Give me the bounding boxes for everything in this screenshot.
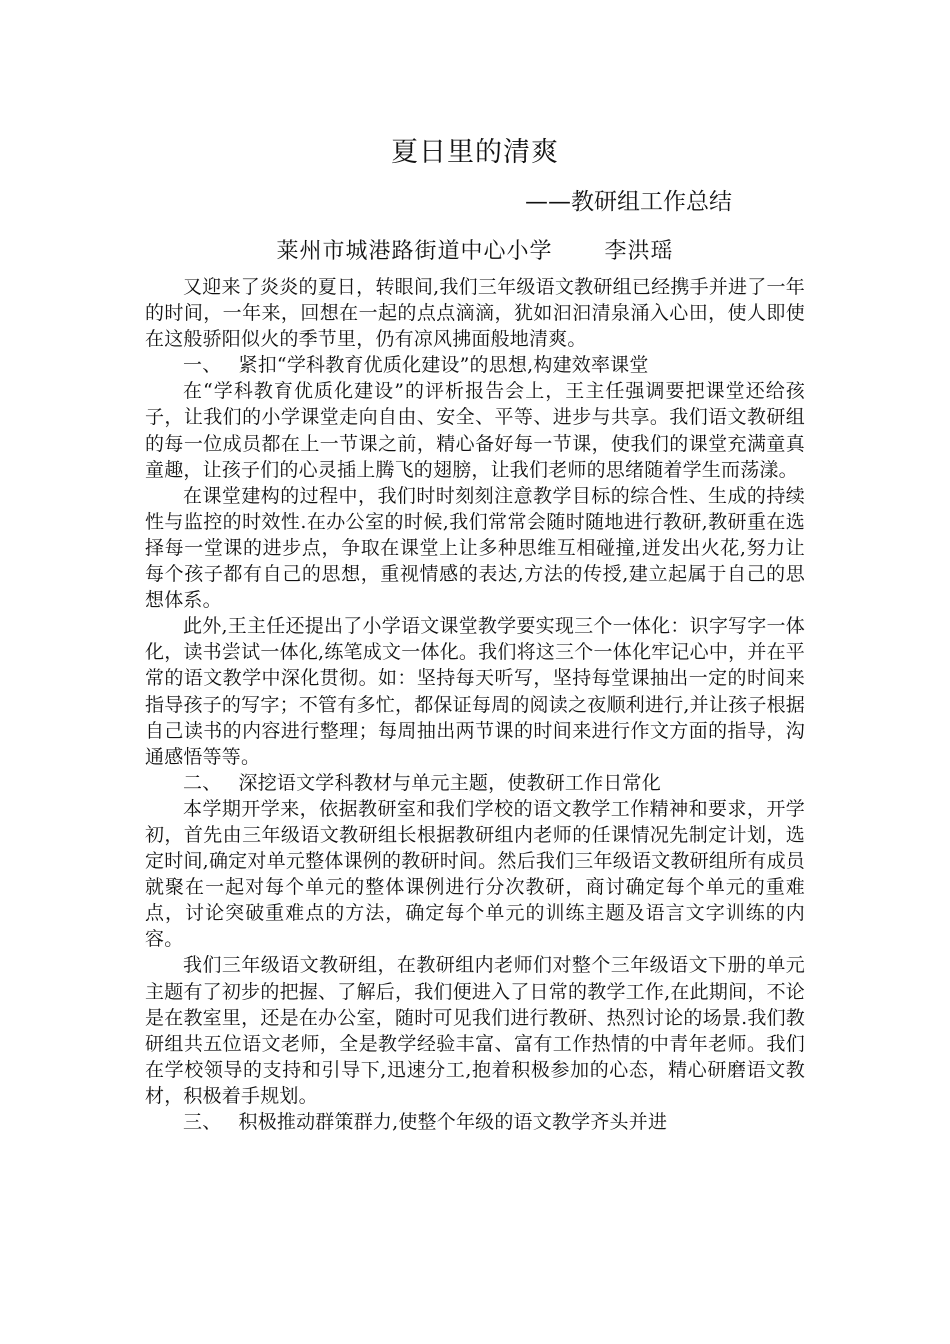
section-title: 积极推动群策群力,使整个年级的语文教学齐头并进 [238,1111,668,1133]
paragraph: 此外,王主任还提出了小学语文课堂教学要实现三个一体化：识字写字一体化，读书尝试一体化,练笔成文一体化。我们将这三个一体化牢记心中，并在平常的语文教学中深化贯彻。如：坚持每天听写，坚持每堂课抽出一定的时间来指导孩子的写字；不管有多忙，都保证每周的阅读之夜顺利进行,并让孩子根据自己读书的内容进行整理；每周抽出两节课的时间来进行作文方面的指导，沟通感悟等等。 [145,615,805,768]
section-heading-2 [145,770,805,796]
paragraph: 本学期开学来，依据教研室和我们学校的语文教学工作精神和要求，开学初，首先由三年级语文教研组长根据教研组内老师的任课情况先制定计划，选定时间,确定对单元整体课例的教研时间。然后我们三年级语文教研组所有成员就聚在一起对每个单元的整体课例进行分次教研，商讨确定每个单元的重难点，讨论突破重难点的方法，确定每个单元的训练主题及语言文字训练的内容。 [145,797,805,951]
section-title: 深挖语文学科教材与单元主题，使教研工作日常化 [238,771,661,794]
paragraph: 在课堂建构的过程中，我们时时刻刻注意教学目标的综合性、生成的持续性与监控的时效性.在办公室的时候,我们常常会随时随地进行教研,教研重在选择每一堂课的进步点，争取在课堂上让多种思维互相碰撞,迸发出火花,努力让每个孩子都有自己的思想，重视情感的表达,方法的传授,建立起属于自己的思想体系。 [145,484,805,612]
section-number: 一、 [183,354,222,377]
school-name: 莱州市城港路街道中心小学 [276,239,553,264]
section-heading-1 [145,352,805,378]
document-body [145,274,805,1135]
document-title: 夏日里的清爽 [391,137,559,168]
author-name: 李洪瑶 [604,239,674,264]
author-line [0,234,950,265]
paragraph: 我们三年级语文教研组，在教研组内老师们对整个三年级语文下册的单元主题有了初步的把握、了解后，我们便进入了日常的教学工作,在此期间，不论是在教室里，还是在办公室，随时可见我们进行教研、热烈讨论的场景.我们教研组共五位语文老师，全是教学经验丰富、富有工作热情的中青年老师。我们在学校领导的支持和引导下,迅速分工,抱着积极参加的心态，精心研磨语文教材，积极着手规划。 [145,954,805,1107]
section-number: 二、 [183,771,222,794]
section-number: 三、 [183,1111,222,1133]
section-heading-3 [145,1109,805,1135]
document-subtitle: ——教研组工作总结 [525,189,732,215]
paragraph: 在“学科教育优质化建设”的评析报告会上，王主任强调要把课堂还给孩子，让我们的小学课堂走向自由、安全、平等、进步与共享。我们语文教研组的每一位成员都在上一节课之前，精心备好每一节课，使我们的课堂充满童真童趣，让孩子们的心灵插上腾飞的翅膀，让我们老师的思绪随着学生而荡漾。 [145,380,805,481]
paragraph-intro: 又迎来了炎炎的夏日，转眼间,我们三年级语文教研组已经携手并进了一年的时间，一年来，回想在一起的点点滴滴，犹如汩汩清泉涌入心田，使人即使在这般骄阳似火的季节里，仍有凉风拂面般地清爽。 [145,276,805,351]
section-title: 紧扣“学科教育优质化建设”的思想,构建效率课堂 [238,354,649,377]
